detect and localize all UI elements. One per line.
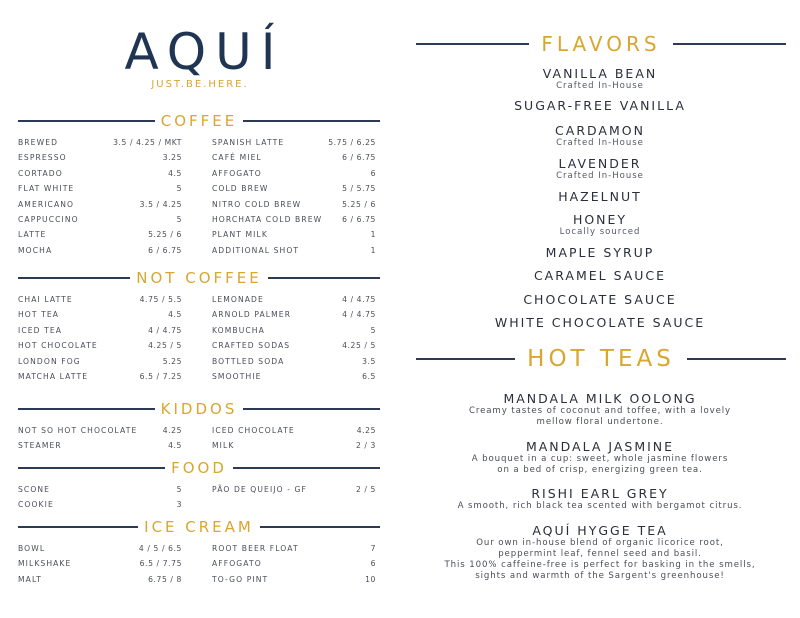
menu-item: HOT TEA 4.5: [18, 310, 182, 320]
divider-line: [687, 358, 786, 360]
menu-item: ARNOLD PALMER 4 / 4.75: [212, 310, 376, 320]
section-header-food: [18, 458, 380, 478]
flavor-item: SUGAR-FREE VANILLA: [514, 98, 686, 113]
menu-item: MALT 6.75 / 8: [18, 574, 182, 584]
brand-logo: [100, 23, 300, 90]
menu-item: FLAT WHITE 5: [18, 184, 182, 194]
menu-item: SCONE 5: [18, 485, 182, 494]
flavor-item: LAVENDER Crafted In-House: [556, 156, 644, 181]
menu-item: PÃO DE QUEIJO - GF 2 / 5: [212, 485, 376, 494]
menu-item: LEMONADE 4 / 4.75: [212, 295, 376, 304]
menu-right-panel: [412, 0, 788, 618]
divider-line: [243, 120, 380, 122]
menu-item: [212, 497, 376, 512]
menu-item: ICED CHOCOLATE 4.25: [212, 426, 376, 435]
menu-item: BOTTLED SODA 3.5: [212, 356, 376, 366]
menu-item: ICED TEA 4 / 4.75: [18, 325, 182, 335]
menu-item: CAPPUCCINO 5: [18, 214, 182, 224]
menu-item: COLD BREW 5 / 5.75: [212, 184, 376, 194]
tea-item: AQUÍ HYGGE TEA Our own in-house blend of organic licorice root, peppermint leaf, fennel seed and basil. This 100% caffeine-free is perfect for basking in the smells, sights and warmth of the Sargent's greenhouse!: [444, 523, 756, 581]
divider-line: [268, 277, 380, 279]
flavor-item: CARAMEL SAUCE: [533, 268, 667, 283]
menu-item: STEAMER 4.5: [18, 441, 182, 451]
divider-line: [18, 467, 165, 469]
menu-item: KOMBUCHA 5: [212, 325, 376, 335]
menu-item: CORTADO 4.5: [18, 168, 182, 178]
menu-item: SPANISH LATTE 5.75 / 6.25: [212, 138, 376, 147]
menu-item: BOWL 4 / 5 / 6.5: [18, 544, 182, 553]
flavor-item: HAZELNUT: [558, 189, 642, 204]
food-items: [18, 482, 382, 513]
divider-line: [416, 358, 515, 360]
section-header-coffee: [18, 111, 380, 131]
menu-item: NITRO COLD BREW 5.25 / 6: [212, 199, 376, 209]
logo-tagline: JUST.BE.HERE.: [151, 79, 249, 90]
divider-line: [18, 277, 130, 279]
menu-item: HORCHATA COLD BREW 6 / 6.75: [212, 214, 376, 224]
menu-item: ESPRESSO 3.25: [18, 153, 182, 163]
section-title: FOOD: [171, 459, 227, 477]
menu-item: MATCHA LATTE 6.5 / 7.25: [18, 371, 182, 381]
divider-line: [233, 467, 380, 469]
kiddos-items: [18, 423, 382, 454]
divider-line: [260, 526, 380, 528]
section-header-ice-cream: [18, 517, 380, 537]
section-title: KIDDOS: [160, 400, 238, 418]
menu-item: LATTE 5.25 / 6: [18, 230, 182, 240]
section-title: COFFEE: [160, 112, 238, 130]
divider-line: [673, 43, 786, 45]
section-title: HOT TEAS: [527, 346, 675, 372]
divider-line: [18, 526, 138, 528]
flavor-item: MAPLE SYRUP: [545, 245, 655, 260]
flavor-item: VANILLA BEAN Crafted In-House: [542, 66, 658, 91]
divider-line: [243, 408, 380, 410]
menu-item: ADDITIONAL SHOT 1: [212, 245, 376, 255]
menu-item: PLANT MILK 1: [212, 230, 376, 240]
menu-item: MOCHA 6 / 6.75: [18, 245, 182, 255]
tea-item: MANDALA MILK OOLONG Creamy tastes of coconut and toffee, with a lovely mellow floral undertone.: [468, 391, 732, 427]
logo-wordmark: AQUÍ: [124, 23, 285, 81]
flavor-item: HONEY Locally sourced: [559, 212, 641, 237]
menu-item: SMOOTHIE 6.5: [212, 371, 376, 381]
section-header-hot-teas: [416, 344, 786, 374]
menu-item: BREWED 3.5 / 4.25 / MKT: [18, 138, 182, 147]
menu-item: HOT CHOCOLATE 4.25 / 5: [18, 341, 182, 351]
menu-item: ROOT BEER FLOAT 7: [212, 544, 376, 553]
menu-item: MILK 2 / 3: [212, 441, 376, 451]
divider-line: [18, 120, 155, 122]
menu-item: CHAI LATTE 4.75 / 5.5: [18, 295, 182, 304]
divider-line: [416, 43, 529, 45]
menu-item: AFFOGATO 6: [212, 559, 376, 569]
menu-item: LONDON FOG 5.25: [18, 356, 182, 366]
section-title: FLAVORS: [541, 32, 661, 56]
section-header-not-coffee: [18, 268, 380, 288]
menu-item: AFFOGATO 6: [212, 168, 376, 178]
menu-item: TO-GO PINT 10: [212, 574, 376, 584]
tea-item: RISHI EARL GREY A smooth, rich black tea scented with bergamot citrus.: [457, 486, 743, 511]
flavor-item: CARDAMON Crafted In-House: [555, 123, 645, 148]
menu-item: MILKSHAKE 6.5 / 7.75: [18, 559, 182, 569]
not-coffee-items: [18, 292, 382, 384]
tea-item: MANDALA JASMINE A bouquet in a cup: sweet, whole jasmine flowers on a bed of crisp, energizing green tea.: [471, 439, 729, 475]
menu-item: NOT SO HOT CHOCOLATE 4.25: [18, 426, 182, 435]
menu-item: COOKIE 3: [18, 500, 182, 510]
menu-item: CRAFTED SODAS 4.25 / 5: [212, 341, 376, 351]
divider-line: [18, 408, 155, 410]
menu-item: CAFÉ MIEL 6 / 6.75: [212, 153, 376, 163]
section-header-flavors: [416, 31, 786, 57]
section-title: ICE CREAM: [144, 518, 254, 536]
section-title: NOT COFFEE: [136, 269, 262, 287]
ice-cream-items: [18, 541, 382, 587]
flavor-item: CHOCOLATE SAUCE: [523, 292, 677, 307]
section-header-kiddos: [18, 399, 380, 419]
menu-item: AMERICANO 3.5 / 4.25: [18, 199, 182, 209]
flavor-item: WHITE CHOCOLATE SAUCE: [494, 315, 706, 330]
coffee-items: [18, 135, 382, 258]
